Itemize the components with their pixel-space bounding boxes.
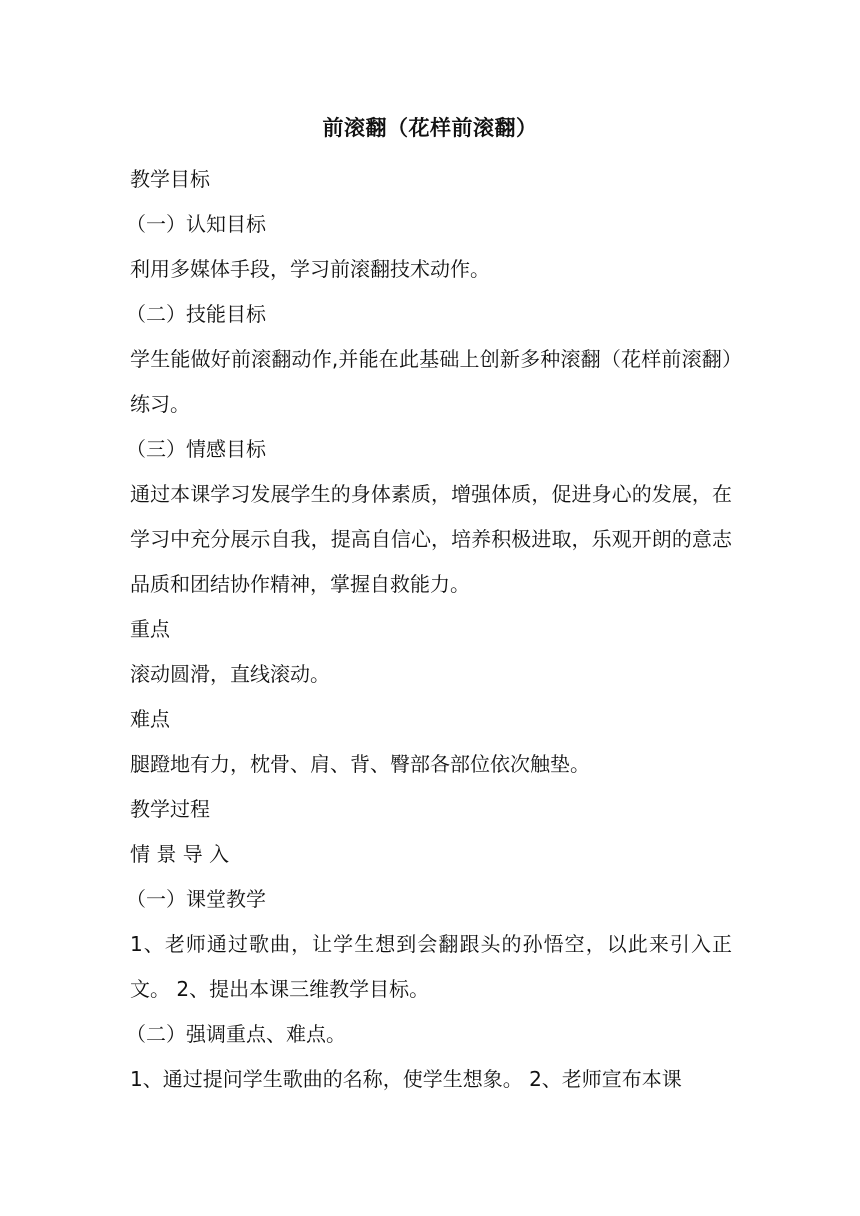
paragraph-emphasize-points: 1、通过提问学生歌曲的名称，使学生想象。 2、老师宣布本课 xyxy=(130,1067,682,1091)
subheading-emphasize-points: （二）强调重点、难点。 xyxy=(126,1022,346,1046)
heading-key-points: 重点 xyxy=(130,617,170,641)
subheading-classroom-teaching: （一）课堂教学 xyxy=(126,887,266,911)
subheading-cognitive-goal: （一）认知目标 xyxy=(126,212,266,236)
paragraph-difficult-points: 腿蹬地有力，枕骨、肩、背、臀部各部位依次触垫。 xyxy=(130,752,590,776)
subheading-skill-goal: （二）技能目标 xyxy=(126,302,266,326)
paragraph-key-points: 滚动圆滑，直线滚动。 xyxy=(130,662,330,686)
subheading-scenario-intro: 情 景 导 入 xyxy=(130,842,230,866)
document-body xyxy=(126,157,732,1102)
heading-teaching-goals: 教学目标 xyxy=(130,167,210,191)
heading-difficult-points: 难点 xyxy=(130,707,170,731)
heading-teaching-process: 教学过程 xyxy=(130,797,210,821)
paragraph-cognitive-goal: 利用多媒体手段，学习前滚翻技术动作。 xyxy=(130,257,490,281)
subheading-emotional-goal: （三）情感目标 xyxy=(126,437,266,461)
paragraph-classroom-teaching: 1、老师通过歌曲，让学生想到会翻跟头的孙悟空，以此来引入正文。 2、提出本课三维教学目标。 xyxy=(130,932,732,1001)
paragraph-skill-goal: 学生能做好前滚翻动作,并能在此基础上创新多种滚翻（花样前滚翻）练习。 xyxy=(130,347,732,416)
document-title: 前滚翻（花样前滚翻） xyxy=(322,116,538,140)
paragraph-emotional-goal: 通过本课学习发展学生的身体素质，增强体质，促进身心的发展，在学习中充分展示自我，提高自信心，培养积极进取，乐观开朗的意志品质和团结协作精神，掌握自救能力。 xyxy=(130,482,732,596)
